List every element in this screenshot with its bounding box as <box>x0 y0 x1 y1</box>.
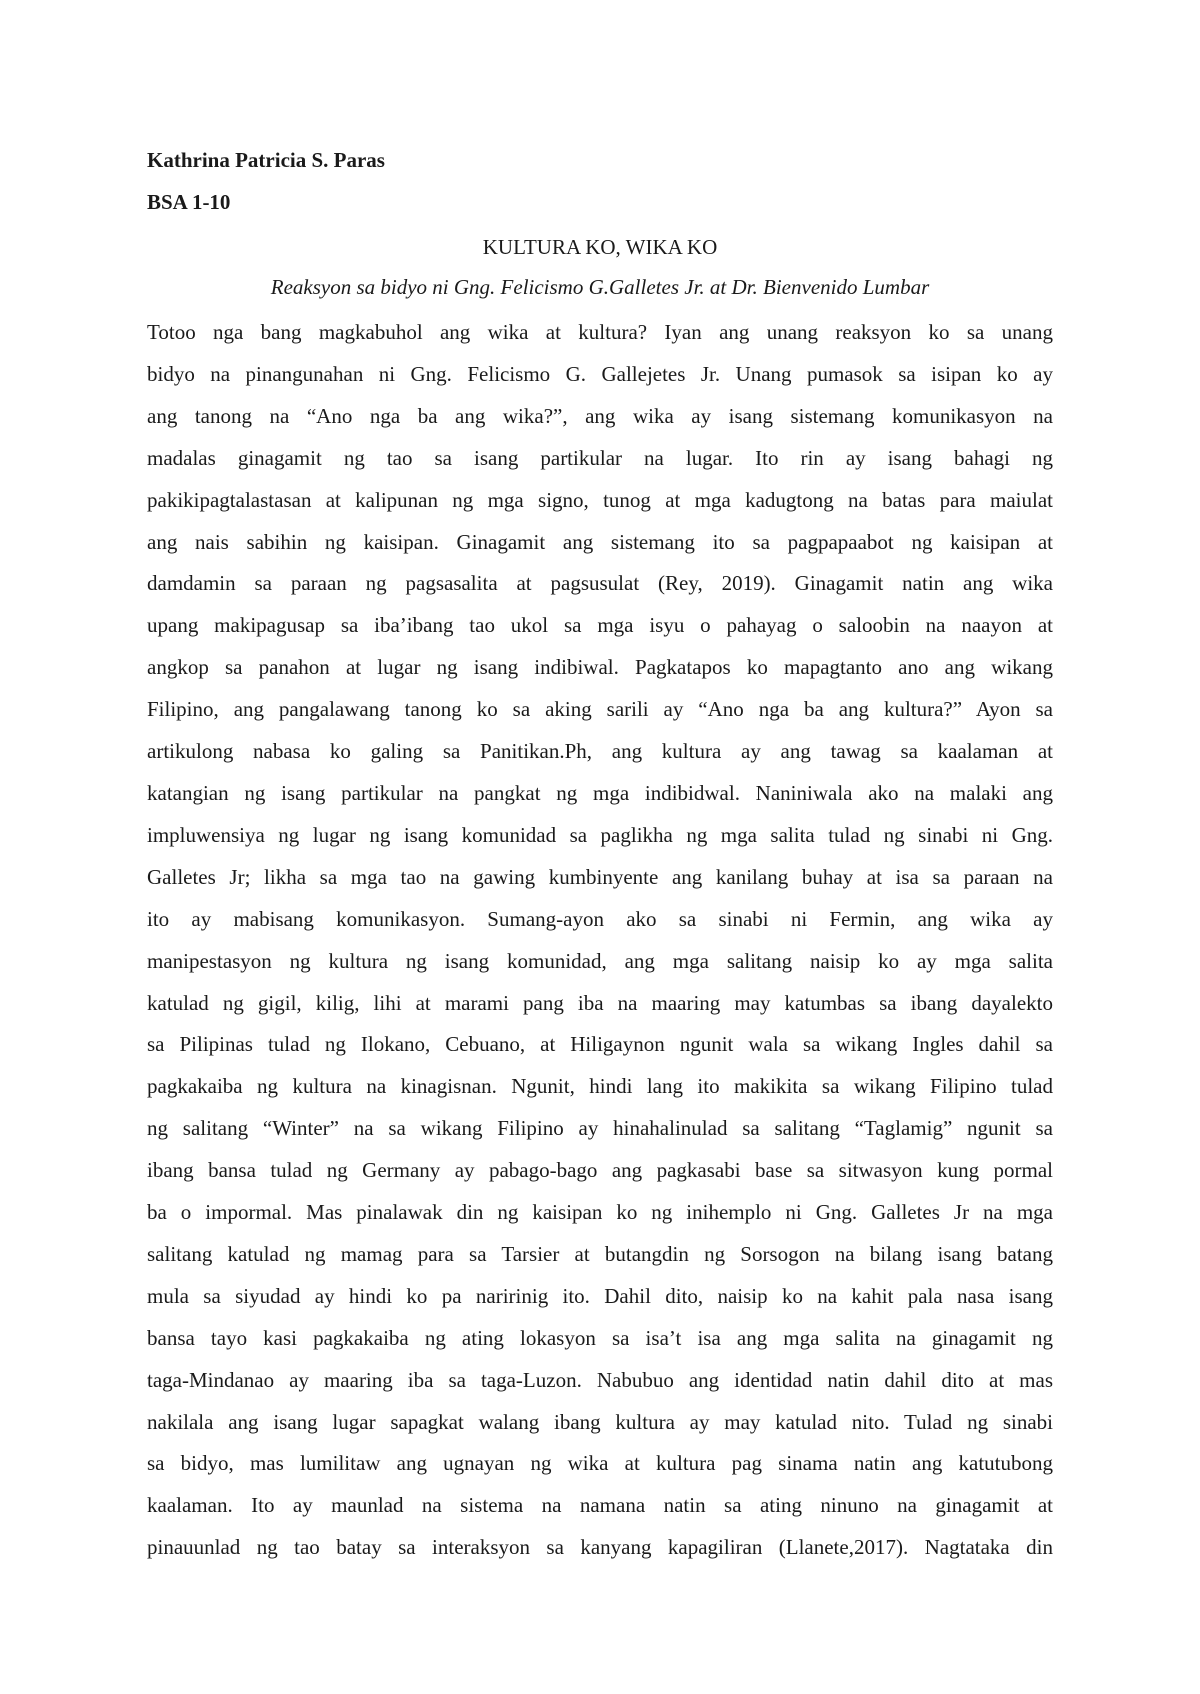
essay-body <box>147 312 1053 1569</box>
body-line: angkop sa panahon at lugar ng isang indibiwal. Pagkatapos ko mapagtanto ano ang wikang <box>147 655 1053 680</box>
body-line: pakikipagtalastasan at kalipunan ng mga signo, tunog at mga kadugtong na batas para maiulat <box>147 487 1053 512</box>
body-line: ang tanong na “Ano nga ba ang wika?”, ang wika ay isang sistemang komunikasyon na <box>147 403 1053 428</box>
body-line: sa Pilipinas tulad ng Ilokano, Cebuano, at Hiligaynon ngunit wala sa wikang Ingles dahil sa <box>147 1032 1053 1057</box>
body-line: ba o impormal. Mas pinalawak din ng kaisipan ko ng inihemplo ni Gng. Galletes Jr na mga <box>147 1200 1053 1225</box>
body-line: mula sa siyudad ay hindi ko pa naririnig ito. Dahil dito, naisip ko na kahit pala nasa isang <box>147 1283 1053 1308</box>
body-line: artikulong nabasa ko galing sa Panitikan.Ph, ang kultura ay ang tawag sa kaalaman at <box>147 739 1053 764</box>
body-line: manipestasyon ng kultura ng isang komunidad, ang mga salitang naisip ko ay mga salita <box>147 948 1053 973</box>
body-line: Filipino, ang pangalawang tanong ko sa aking sarili ay “Ano nga ba ang kultura?” Ayon sa <box>147 697 1053 722</box>
body-line: pagkakaiba ng kultura na kinagisnan. Ngunit, hindi lang ito makikita sa wikang Filipino tulad <box>147 1074 1053 1099</box>
body-line: kaalaman. Ito ay maunlad na sistema na namana natin sa ating ninuno na ginagamit at <box>147 1493 1053 1518</box>
body-line: Totoo nga bang magkabuhol ang wika at kultura? Iyan ang unang reaksyon ko sa unang <box>147 320 1053 344</box>
body-line: upang makipagusap sa iba’ibang tao ukol sa mga isyu o pahayag o saloobin na naayon at <box>147 613 1053 638</box>
essay-subtitle: Reaksyon sa bidyo ni Gng. Felicismo G.Galletes Jr. at Dr. Bienvenido Lumbar <box>270 275 930 299</box>
body-line: bidyo na pinangunahan ni Gng. Felicismo G. Gallejetes Jr. Unang pumasok sa isipan ko ay <box>147 361 1053 386</box>
body-line: Galletes Jr; likha sa mga tao na gawing kumbinyente ang kanilang buhay at isa sa paraan na <box>147 864 1053 889</box>
body-line: nakilala ang isang lugar sapagkat walang ibang kultura ay may katulad nito. Tulad ng sinabi <box>147 1409 1053 1434</box>
body-line: bansa tayo kasi pagkakaiba ng ating lokasyon sa isa’t isa ang mga salita na ginagamit ng <box>147 1325 1053 1350</box>
body-line: sa bidyo, mas lumilitaw ang ugnayan ng wika at kultura pag sinama natin ang katutubong <box>147 1451 1053 1476</box>
body-line: ito ay mabisang komunikasyon. Sumang-ayon ako sa sinabi ni Fermin, ang wika ay <box>147 906 1053 931</box>
body-line: ibang bansa tulad ng Germany ay pabago-bago ang pagkasabi base sa sitwasyon kung pormal <box>147 1158 1053 1183</box>
body-line: taga-Mindanao ay maaring iba sa taga-Luzon. Nabubuo ang identidad natin dahil dito at mas <box>147 1367 1053 1392</box>
body-line: impluwensiya ng lugar ng isang komunidad sa paglikha ng mga salita tulad ng sinabi ni Gng. <box>147 822 1053 847</box>
essay-title: KULTURA KO, WIKA KO <box>482 235 718 259</box>
body-line: ang nais sabihin ng kaisipan. Ginagamit ang sistemang ito sa pagpapaabot ng kaisipan at <box>147 529 1053 554</box>
body-line: damdamin sa paraan ng pagsasalita at pagsusulat (Rey, 2019). Ginagamit natin ang wika <box>147 571 1053 596</box>
body-line: salitang katulad ng mamag para sa Tarsier at butangdin ng Sorsogon na bilang isang batang <box>147 1241 1053 1266</box>
class-section: BSA 1-10 <box>147 190 231 214</box>
body-line: madalas ginagamit ng tao sa isang partikular na lugar. Ito rin ay isang bahagi ng <box>147 445 1053 470</box>
body-line: pinauunlad ng tao batay sa interaksyon sa kanyang kapagiliran (Llanete,2017). Nagtataka din <box>147 1535 1053 1560</box>
author-name: Kathrina Patricia S. Paras <box>147 148 385 172</box>
body-line: katangian ng isang partikular na pangkat ng mga indibidwal. Naniniwala ako na malaki ang <box>147 780 1053 805</box>
body-line: katulad ng gigil, kilig, lihi at marami pang iba na maaring may katumbas sa ibang dayalekto <box>147 990 1053 1015</box>
body-line: ng salitang “Winter” na sa wikang Filipino ay hinahalinulad sa salitang “Taglamig” ngunit sa <box>147 1116 1053 1141</box>
